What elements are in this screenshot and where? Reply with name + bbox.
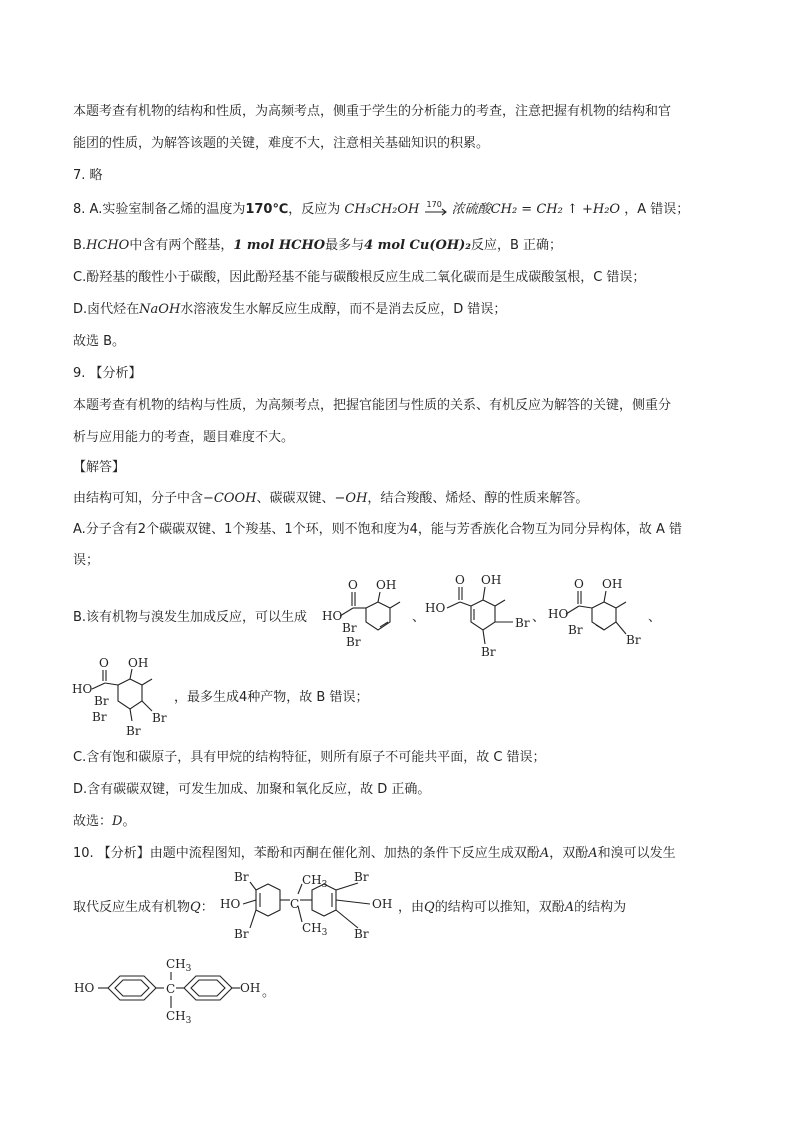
b2-ho-label: HO bbox=[425, 601, 446, 615]
q-br-1: Br bbox=[234, 870, 249, 884]
structure-bisphenol-a bbox=[74, 952, 270, 1024]
q10-l2-var-1: Q bbox=[190, 900, 201, 915]
b4-br-4: Br bbox=[126, 724, 141, 737]
b4-br-2: Br bbox=[92, 710, 107, 724]
q10-l1-var-2: A bbox=[588, 846, 598, 861]
b4-ho-label: HO bbox=[72, 682, 93, 696]
q8-d-suffix: 水溶液发生水解反应生成醇，而不是消去反应，D 错误； bbox=[180, 302, 507, 317]
b3-br-2: Br bbox=[626, 633, 641, 647]
q8-a-mid: ，反应为 bbox=[288, 202, 341, 217]
q10-l2-var-3: A bbox=[564, 900, 575, 915]
q10-line-2-prefix bbox=[73, 898, 214, 918]
q8-a-temp: 170℃ bbox=[245, 202, 289, 217]
q9-s1-oh: −OH bbox=[334, 491, 368, 506]
q9-answer bbox=[73, 812, 135, 832]
q-br-2: Br bbox=[234, 927, 249, 941]
q-br-4: Br bbox=[354, 927, 369, 941]
q8-b-formula-3: 4 mol Cu(OH)₂ bbox=[364, 238, 471, 253]
q9-sep-2: 、 bbox=[532, 610, 546, 625]
b4-oh-label: OH bbox=[128, 656, 149, 670]
q10-line-1 bbox=[73, 844, 676, 864]
b1-ho-label: HO bbox=[322, 609, 343, 623]
q9-answer-prefix: 故选： bbox=[73, 814, 113, 829]
q8-a-prefix: 8. A.实验室制备乙烯的温度为 bbox=[73, 202, 246, 217]
b2-br-1: Br bbox=[515, 616, 530, 630]
q8-a-eq-lhs: CH₃CH₂OH bbox=[344, 202, 420, 217]
q9-solution-line-1 bbox=[73, 489, 588, 509]
q9-option-a-line-2: 误； bbox=[73, 553, 100, 568]
q8-option-c: C.酚羟基的酸性小于碳酸，因此酚羟基不能与碳酸根反应生成二氧化碳而是生成碳酸氢根，C 错误； bbox=[73, 270, 646, 285]
b3-ho-label: HO bbox=[548, 607, 569, 621]
q8-b-text-3: 反应，B 正确； bbox=[470, 238, 563, 253]
b4-br-3: Br bbox=[152, 711, 167, 725]
structure-b3 bbox=[548, 578, 648, 652]
q9-option-a-line-1: A.分子含有2个碳碳双键、1个羧基、1个环，则不饱和度为4，能与芳香族化合物互为同分异构体，故 A 错 bbox=[73, 522, 683, 537]
q8-option-d bbox=[73, 300, 506, 320]
bpa-ch3-top: $CH_3$ bbox=[166, 957, 192, 974]
q8-d-formula: NaOH bbox=[139, 302, 181, 317]
q10-l1-suffix: 和溴可以发生 bbox=[597, 846, 676, 861]
bpa-ch3-bottom: $CH_3$ bbox=[166, 1009, 192, 1024]
q8-b-text-2: 最多与 bbox=[325, 238, 365, 253]
q8-a-arrow-label: 170 bbox=[426, 199, 442, 209]
q10-l2-text-2: ，由 bbox=[398, 900, 425, 915]
q9-solution-heading: 【解答】 bbox=[73, 460, 126, 475]
q9-analysis-line-2: 析与应用能力的考查，题目难度不大。 bbox=[73, 430, 295, 445]
bpa-oh-label: OH bbox=[240, 981, 261, 995]
q9-answer-suffix: 。 bbox=[122, 814, 136, 829]
q9-answer-letter: D bbox=[112, 814, 123, 829]
b3-oh-label: OH bbox=[602, 578, 623, 591]
q9-option-d: D.含有碳碳双键，可发生加成、加聚和氧化反应，故 D 正确。 bbox=[73, 782, 431, 797]
b1-br-2: Br bbox=[346, 635, 361, 649]
structure-b2 bbox=[425, 572, 533, 658]
intro-line-1: 本题考查有机物的结构和性质，为高频考点，侧重于学生的分析能力的考查，注意把握有机物的结构和官 bbox=[73, 104, 672, 119]
q10-l2-text-3: 的结构可以推知，双酚 bbox=[434, 900, 565, 915]
q9-heading: 9. 【分析】 bbox=[73, 366, 142, 381]
b1-br-1: Br bbox=[342, 621, 357, 635]
q10-l1-prefix: 10. 【分析】由题中流程图知，苯酚和丙酮在催化剂、加热的条件下反应生成双酚 bbox=[73, 846, 540, 861]
q8-answer: 故选 B。 bbox=[73, 334, 126, 349]
q8-a-suffix: ，A 错误； bbox=[624, 202, 690, 217]
q8-option-a bbox=[73, 200, 689, 220]
q10-l2-colon: ： bbox=[200, 900, 214, 915]
b3-br-1: Br bbox=[568, 623, 583, 637]
q-br-3: Br bbox=[354, 870, 369, 884]
q-oh-label: OH bbox=[372, 897, 393, 911]
q9-s1-suffix: ，结合羧酸、烯烃、醇的性质来解答。 bbox=[367, 491, 589, 506]
q9-option-c: C.含有饱和碳原子，具有甲烷的结构特征，则所有原子不可能共平面，故 C 错误； bbox=[73, 750, 546, 765]
q10-line-2-suffix bbox=[398, 898, 626, 918]
q10-l1-mid: ，双酚 bbox=[549, 846, 589, 861]
q-ho-label: HO bbox=[220, 897, 241, 911]
q-c-label: C bbox=[290, 897, 300, 911]
reaction-arrow-icon bbox=[424, 205, 448, 219]
b2-br-2: Br bbox=[481, 645, 496, 658]
q-ch3-bottom: $CH_3$ bbox=[302, 921, 328, 938]
q9-s1-cooh: −COOH bbox=[203, 491, 257, 506]
q9-s1-prefix: 由结构可知，分子中含 bbox=[73, 491, 204, 506]
q8-a-arrow bbox=[424, 199, 448, 217]
q8-d-prefix: D.卤代烃在 bbox=[73, 302, 140, 317]
q-ch3-top: $CH_3$ bbox=[302, 873, 328, 890]
q8-b-prefix: B. bbox=[73, 238, 87, 253]
intro-line-2: 能团的性质，为解答该题的关键，难度不大，注意相关基础知识的积累。 bbox=[73, 136, 490, 151]
q7-line: 7. 略 bbox=[73, 168, 103, 183]
q8-option-b bbox=[73, 236, 562, 256]
q9-sep-3: 、 bbox=[648, 610, 662, 625]
q9-s1-mid: 、碳碳双键、 bbox=[256, 491, 335, 506]
b3-o-label: O bbox=[574, 578, 584, 591]
q10-l1-var-1: A bbox=[539, 846, 550, 861]
q8-b-formula-2: 1 mol HCHO bbox=[233, 238, 326, 253]
bpa-ho-label: HO bbox=[74, 981, 95, 995]
q10-end: 。 bbox=[262, 985, 276, 1000]
b2-o-label: O bbox=[455, 573, 465, 587]
q8-a-eq-rhs: 浓硫酸CH₂ = CH₂ ↑ +H₂O bbox=[451, 202, 621, 217]
q9-option-b-prefix: B.该有机物与溴发生加成反应，可以生成 bbox=[73, 610, 308, 625]
bpa-c-label: C bbox=[166, 982, 176, 996]
q9-sep-1: 、 bbox=[412, 610, 426, 625]
structure-b4 bbox=[72, 655, 176, 737]
q8-b-formula-1: HCHO bbox=[86, 238, 130, 253]
q10-l2-text-4: 的结构为 bbox=[574, 900, 627, 915]
q8-b-text-1: 中含有两个醛基， bbox=[129, 238, 234, 253]
b4-br-1: Br bbox=[94, 694, 109, 708]
structure-b1 bbox=[322, 578, 410, 652]
structure-q bbox=[220, 870, 398, 942]
q9-option-b-suffix: ，最多生成4种产物，故 B 错误； bbox=[174, 690, 369, 705]
b1-oh-label: OH bbox=[376, 578, 397, 592]
q9-analysis-line-1: 本题考查有机物的结构与性质，为高频考点，把握官能团与性质的关系、有机反应为解答的关键，侧重分 bbox=[73, 398, 672, 413]
q10-l2-prefix: 取代反应生成有机物 bbox=[73, 900, 191, 915]
q10-l2-var-2: Q bbox=[424, 900, 435, 915]
b1-o-label: O bbox=[348, 578, 358, 592]
b2-oh-label: OH bbox=[481, 573, 502, 587]
b4-o-label: O bbox=[99, 656, 109, 670]
